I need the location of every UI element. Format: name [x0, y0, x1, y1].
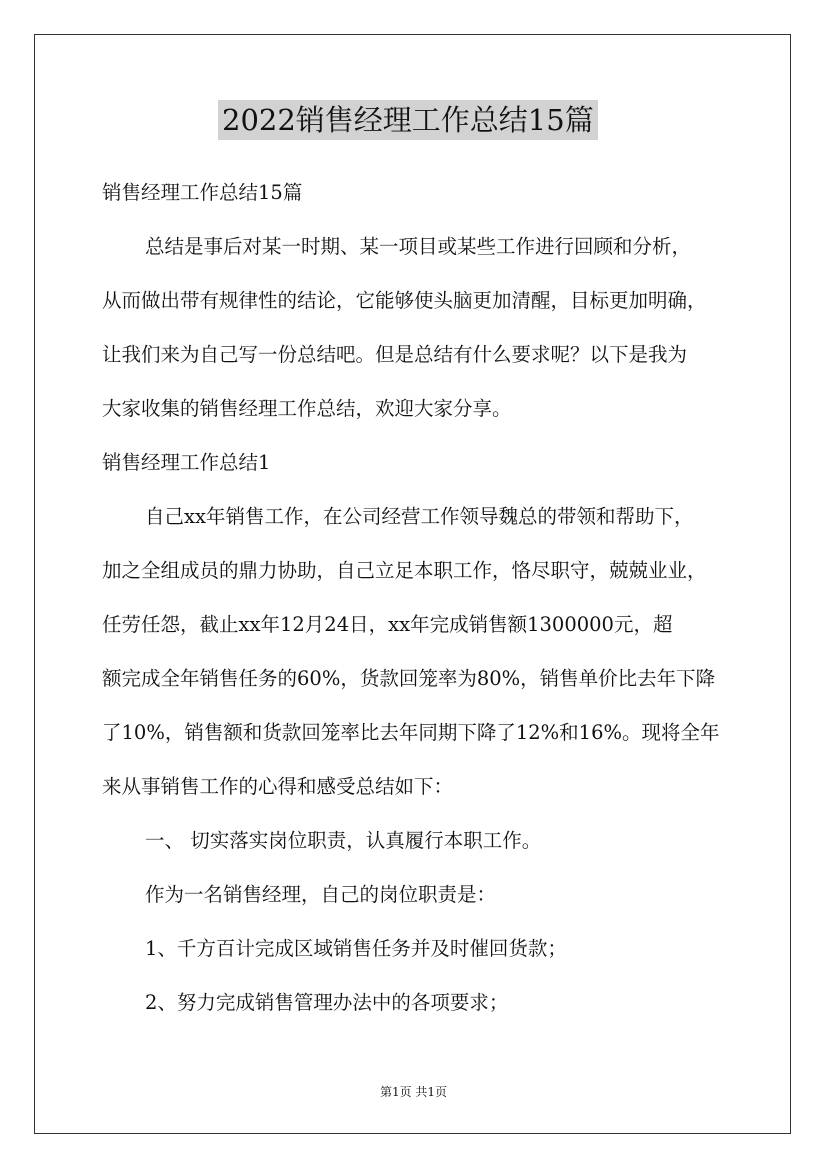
paragraph-line: 大家收集的销售经理工作总结，欢迎大家分享。 — [102, 397, 512, 420]
paragraph-line: 自己xx年销售工作，在公司经营工作领导魏总的带领和帮助下， — [145, 505, 694, 528]
document-title: 2022销售经理工作总结15篇 — [218, 100, 598, 140]
paragraph-line: 任劳任怨，截止xx年12月24日，xx年完成销售额1300000元，超 — [102, 613, 673, 636]
list-item: 2、努力完成销售管理办法中的各项要求； — [145, 991, 509, 1014]
paragraph-line: 了10%，销售额和货款回笼率比去年同期下降了12%和16%。现将全年 — [102, 721, 720, 744]
section-heading: 销售经理工作总结1 — [102, 451, 271, 474]
paragraph-line: 来从事销售工作的心得和感受总结如下： — [102, 775, 454, 798]
paragraph-line: 让我们来为自己写一份总结吧。但是总结有什么要求呢？以下是我为 — [102, 343, 688, 366]
paragraph-line: 总结是事后对某一时期、某一项目或某些工作进行回顾和分析， — [145, 235, 692, 258]
paragraph-line: 额完成全年销售任务的60%，货款回笼率为80%，销售单价比去年下降 — [102, 667, 716, 690]
list-heading: 一、 切实落实岗位职责，认真履行本职工作。 — [145, 829, 542, 852]
list-item: 1、千方百计完成区域销售任务并及时催回货款； — [145, 937, 567, 960]
paragraph-line: 加之全组成员的鼎力协助，自己立足本职工作，恪尽职守，兢兢业业， — [102, 559, 707, 582]
subtitle: 销售经理工作总结15篇 — [102, 181, 303, 204]
paragraph-line: 从而做出带有规律性的结论，它能够使头脑更加清醒，目标更加明确， — [102, 289, 707, 312]
page-footer: 第1页 共1页 — [379, 1085, 448, 1099]
paragraph-line: 作为一名销售经理，自己的岗位职责是： — [145, 883, 497, 906]
